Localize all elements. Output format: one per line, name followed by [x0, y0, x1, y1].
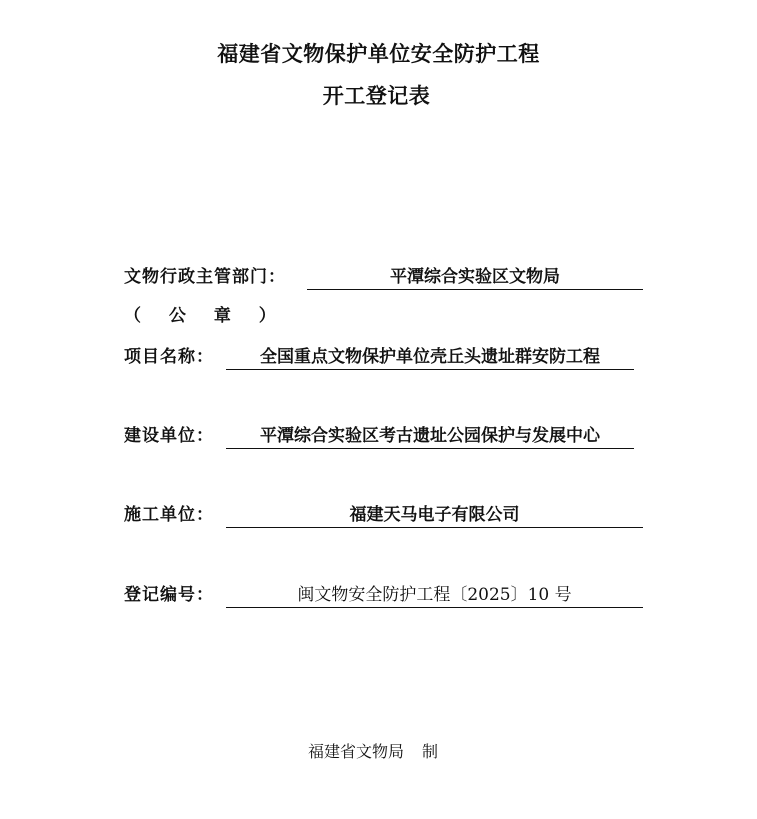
document-footer: [308, 739, 438, 762]
authority-label: 文物行政主管部门：: [124, 267, 286, 287]
authority-value: 平潭综合实验区文物局: [307, 262, 643, 290]
project-value: 全国重点文物保护单位壳丘头遗址群安防工程: [226, 342, 634, 370]
issuer-suffix: 制: [422, 742, 439, 761]
builder-label: 建设单位：: [124, 426, 214, 446]
registration-label: 登记编号：: [124, 585, 214, 605]
contractor-label: 施工单位：: [124, 505, 214, 525]
issuer-name: 福建省文物局: [308, 742, 405, 761]
registration-value: 闽文物安全防护工程〔2025〕10 号: [226, 580, 643, 608]
document-title: 福建省文物保护单位安全防护工程: [217, 41, 540, 66]
document-subtitle: 开工登记表: [322, 83, 431, 108]
seal-note: （ 公 章 ）: [124, 306, 287, 326]
contractor-value: 福建天马电子有限公司: [226, 500, 643, 528]
builder-value: 平潭综合实验区考古遗址公园保护与发展中心: [226, 421, 634, 449]
project-label: 项目名称：: [124, 347, 214, 367]
